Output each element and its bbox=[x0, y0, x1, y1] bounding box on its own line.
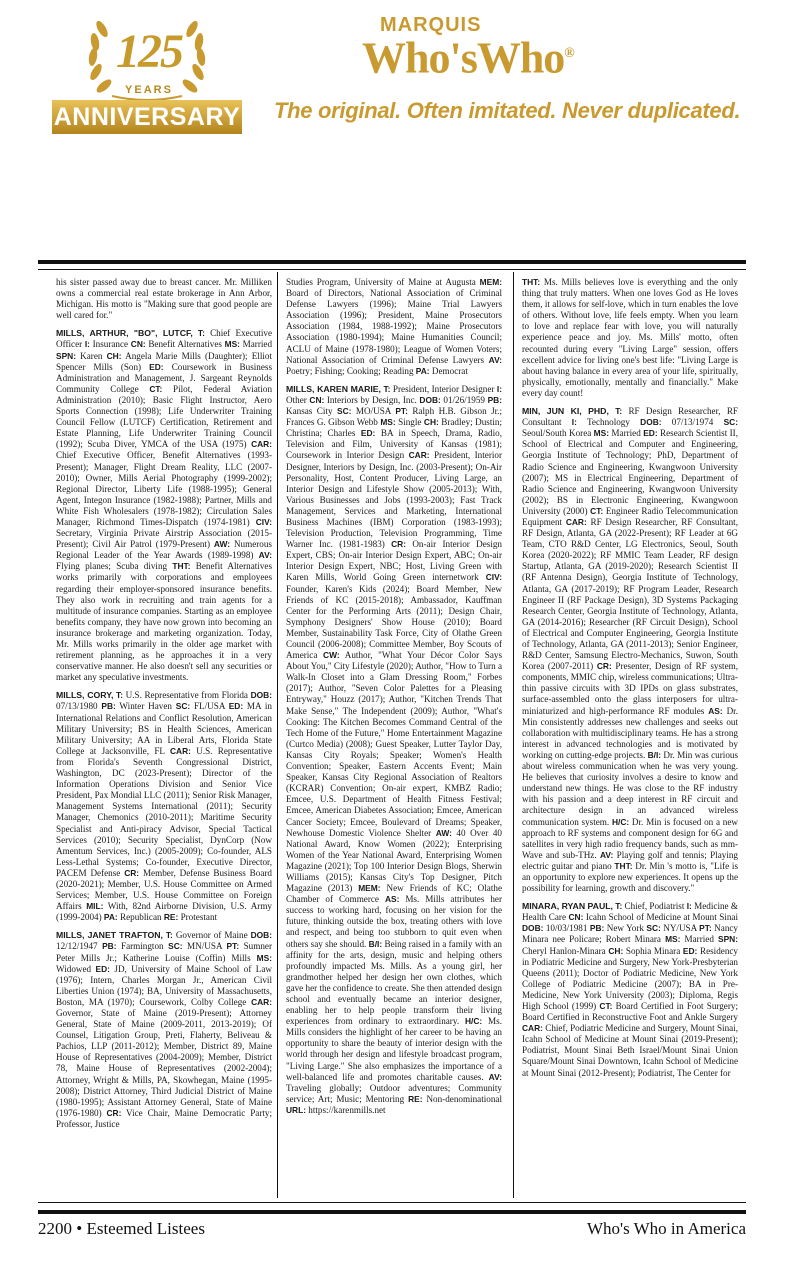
listing-entry: MINARA, RYAN PAUL, T: Chief, Podiatrist I: Medicine & Health Care CN: Icahn School of Medicine at Mount Sinai DOB: 10/03/1981 PB: New York SC: NY/USA PT: Nancy Minara nee Policare; Robert Minara MS: Married SPN: Cheryl Hanlon-Minara CH: Sophia Minara ED: Residency in Podiatric Medicine and Surgery, New York-Presbyterian Queens (2011); Doctor of Podiatric Medicine, New York College of Podiatric Medicine (2007); BA in Pre-Medicine, New York University (2003); Diploma, Regis High School (1999) CT: Board Certified in Foot Surgery; Board Certified in Reconstructive Foot and Ankle Surgery CAR: Chief, Podiatric Medicine and Surgery, Mount Sinai, Icahn School of Medicine at Mount Sinai (2019-Present); Podiatrist, Mount Sinai Beth Israel/Mount Sinai Union Square/Mount Sinai Downtown, Icahn School of Medicine at Mount Sinai (2012-Present); Podiatrist, The Center for bbox=[522, 901, 738, 1078]
listing-entry: MILLS, CORY, T: U.S. Representative from Florida DOB: 07/13/1980 PB: Winter Haven SC: FL/USA ED: MA in International Relations and Conflict Resolution, American Military University; BS in Health Sciences, American Military University; AA in Liberal Arts, Florida State College at Jacksonville, FL CAR: U.S. Representative from Florida's Seventh Congressional District, Washington, DC (2023-Present); Director of the Information Operations Division and Senior Vice President, Pax Mondial LLC (2011); Senior Risk Manager, Management Systems International (2011); Security Manager, Chemonics (2010-2011); Maritime Security Specialist and Anti-piracy Advisor, Special Tactical Services (2010); Security Specialist, DynCorp (Now Amentum Services, Inc.) (2005-2009); Co-founder, ALS Less-Lethal Systems; Co-founder, Executive Director, PACEM Defense CR: Member, Defense Business Board (2020-2021); Member, U.S. House Committee on Armed Services; Member, U.S. House Committee on Foreign Affairs MIL: With, 82nd Airborne Division, U.S. Army (1999-2004) PA: Republican RE: Protestant bbox=[56, 690, 272, 923]
top-rule-thick bbox=[38, 260, 746, 264]
listing-entry: MILLS, JANET TRAFTON, T: Governor of Maine DOB: 12/12/1947 PB: Farmington SC: MN/USA PT: Sumner Peter Mills Jr.; Katherine Louise (Coffin) Mills MS: Widowed ED: JD, University of Maine School of Law (1976); Intern, Charles Morgan Jr., American Civil Liberties Union (1974); BA, University of Massachusetts, Boston, MA (1970); Coursework, Colby College CAR: Governor, State of Maine (2019-Present); Attorney General, State of Maine (2009-2011, 2013-2019); Of Counsel, Litigation Group, Preti, Flaherty, Beliveau & Pachios, LLP (2011-2012); Member, District 89, Maine House of Representatives (2004-2009); Member, District 78, Maine House of Representatives (2002-2004); Attorney, Wright & Mills, PA, Skowhegan, Maine (1995-2008); District Attorney, Third Judicial District of Maine (1980-1995); Assistant Attorney General, State of Maine (1976-1980) CR: Vice Chair, Maine Democratic Party; Professor, Justice bbox=[56, 930, 272, 1129]
text-column-2 bbox=[286, 277, 502, 1201]
brand-marquis: MARQUIS bbox=[380, 14, 482, 36]
bottom-rule-thick bbox=[38, 1210, 746, 1214]
listing-entry: MIN, JUN KI, PHD, T: RF Design Researcher, RF Consultant I: Technology DOB: 07/13/1974 SC: Seoul/South Korea MS: Married ED: Research Scientist II, School of Electrical and Computer and Engineering, Georgia Institute of Technology; PhD, Department of Radio Science and Engineering, Kwangwoon University (2007); MS in Electrical Engineering, Department of Radio Science and Engineering, Kwangwoon University (2002); BS in Electronic Engineering, Kwangwoon University (2000) CT: Engineer Radio Telecommunication Equipment CAR: RF Design Researcher, RF Consultant, RF Design, Atlanta, GA (2022-Present); RF Leader at 6G Team, CTO R&D Center, LG Electronics, Seoul, South Korea (2020-2022); RF MMIC Team Leader, RF design Startup, Atlanta, GA (2019-2020); Research Scientist II (RF Antenna Design), Georgia Institute of Technology, Atlanta, GA (2017-2019); RF Program Leader, Research Engineer II (RF Package Design), 3D Systems Packaging Research Center, Georgia Institute of Technology, Atlanta, GA (2014-2016); Researcher (RF Circuit Design), School of Electrical and Computer Engineering, Georgia Institute of Technology, Atlanta, GA (2011-2013); Senior Engineer, R&D Center, Samsung Electro-Mechanics, Suwon, South Korea (2007-2011) CR: Presenter, Design of RF system, components, MMIC chip, wireless communications; Ultra-thin passive circuits with 3D IPDs on glass substrates, surface-assembled onto the glass interposers for ultra-miniaturized and high-performance RF modules AS: Dr. Min consistently addresses new challenges and seeks out collaboration with multidisciplinary teams. He has a strong interest in advanced technologies and is motivated by working on cutting-edge projects. B/I: Dr. Min was curious about wireless communication when he was very young. He believes that curiosity involves a desire to know and understand new things. He was close to the RF industry with his passion and a deep interest in RF circuit and architecture design in an advanced wireless communication system. H/C: Dr. Min is focused on a new approach to RF systems and component design for 6G and satellites in very high radio frequency bands, such as mm-Wave and sub-THz. AV: Playing golf and tennis; Playing electric guitar and piano THT: Dr. Min 's motto is, "Life is an opportunity to explore new experiences. It opens up the possibility for learning, growth and discovery." bbox=[522, 406, 738, 894]
column-divider bbox=[277, 272, 278, 1198]
badge-number: 125 bbox=[116, 25, 182, 78]
listing-entry: Studies Program, University of Maine at Augusta MEM: Board of Directors, National Association of Criminal Defense Lawyers (1996); Maine Trial Lawyers Association (1996); President, Maine Prosecutors Association (1984, 1988-1992); Maine Prosecutors Association (1980-1994); Maine Humanities Council; ACLU of Maine (1978-1980); League of Women Voters; National Association of Criminal Defense Lawyers AV: Poetry; Fishing; Cooking; Reading PA: Democrat bbox=[286, 277, 502, 376]
brand-tagline: The original. Often imitated. Never duplicated. bbox=[274, 98, 741, 123]
listing-entry: his sister passed away due to breast cancer. Mr. Milliken owns a commercial real estate brokerage in Ann Arbor, Michigan. His motto is "Making sure that good people are well cared for." bbox=[56, 277, 272, 321]
footer-page-label: 2200 • Esteemed Listees bbox=[38, 1219, 205, 1238]
page-header bbox=[0, 0, 786, 150]
listing-entry: MILLS, ARTHUR, "BO", LUTCF, T: Chief Executive Officer I: Insurance CN: Benefit Alternatives MS: Married SPN: Karen CH: Angela Marie Mills (Daughter); Elliot Spencer Mills (Son) ED: Coursework in Business Administration and Management, J. Sargeant Reynolds Community College CT: Pilot, Federal Aviation Administration (2010); Basic Flight Instructor, Aero Sports Connection (1998); Life Underwriter Training Council Fellow (LUTCF) Certification, Retirement and Estate Planning, Life Underwriter Training Council (1992); Scuba Diver, YMCA of the USA (1975) CAR: Chief Executive Officer, Benefit Alternatives (1993-Present); Manager, Flight Dream Reality, LLC (2007-2010); Owner, Mills Aerial Photography (1999-2002); Regional Director, Liberty Life (1988-1995); General Agent, Integon Insurance (1982-1988); Partner, Mills and White Fish Wholesalers (1978-1982); Circulation Sales Manager, Richmond Times-Dispatch (1974-1981) CIV: Secretary, Virginia Private Airstrip Association (2015-Present); Civil Air Patrol (1979-Present) AW: Numerous Regional Leader of the Year Awards (1989-1998) AV: Flying planes; Scuba diving THT: Benefit Alternatives works primarily with corporations and employees regarding their employer-sponsored insurance benefits. They also work in recruiting and train agents for a multitude of insurance companies. Starting as an employee benefits company, they have now grown into becoming an insurance brokerage and marketing organization. Today, Mr. Mills works primarily in the older age market with retirement planning, as he approaches it in a very conservative manner. He also doesn't sell any securities or market any speculative investments. bbox=[56, 328, 272, 683]
badge-anniversary: ANNIVERSARY bbox=[52, 100, 242, 134]
registered-mark: ® bbox=[564, 46, 574, 61]
column-divider bbox=[513, 272, 514, 1198]
brand-whos-who: Who'sWho bbox=[362, 33, 565, 83]
footer-publication: Who's Who in America bbox=[586, 1219, 746, 1238]
anniversary-badge bbox=[52, 8, 242, 146]
brand-logo bbox=[362, 30, 602, 83]
text-column-1 bbox=[56, 277, 272, 1201]
listing-entry: MILLS, KAREN MARIE, T: President, Interior Designer I: Other CN: Interiors by Design, Inc. DOB: 01/26/1959 PB: Kansas City SC: MO/USA PT: Ralph H.B. Gibson Jr.; Frances G. Gibson Webb MS: Single CH: Bradley; Dustin; Christina; Charles ED: BA in Speech, Drama, Radio, Television and Film, University of Kansas (1981); Coursework in Interior Design CAR: President, Interior Designer, Interiors by Design, Inc. (2003-Present); On-Air Personality, Host, Content Producer, Living Large, an Interior Design and Lifestyle Show (2005-2013); With, Various Businesses and Jobs (1993-2003); Fast Track Management, Services and Marketing, International Business Machines (IBM) Corporation (1983-1993); Television Production, Television Programming, Time Warner Inc. (1981-1983) CR: On-air Interior Design Expert, CBS; On-air Interior Design Expert, ABC; On-air Interior Design Expert, NBC; Host, Living Green with Karen Mills, World Going Green internetwork CIV: Founder, Karen's Kids (2024); Board Member, New Friends of KC (2015-2018); Ambassador, Kauffman Center for the Performing Arts (2011); Design Chair, Symphony Designers' Show House (2010); Board Member, Sustainability Task Force, City of Olathe Green Council (2006-2008); Committee Member, Boy Scouts of America CW: Author, "What Your Décor Color Says About You," City Lifestyle (2020); Author, "How to Turn a Walk-In Closet into a Glam Dressing Room," Forbes (2017); Author, "Seven Color Palettes for a Pleasing Entryway," Houzz (2017); Author, "Kitchen Trends That Make Sense," The Independent (2009); Author, "What's Cooking: The Kitchen Becomes Command Central of the Tech Home of the Future," Home Entertainment Magazine (Curtco Media) (2008); Guest Speaker, Lutter Taylor Day, Kansas City Royals; Speaker; Women's Health Convention; Speaker, Eastern Accents Event; Main Speaker, Kansas City Regional Association of Realtors (KCRAR) Convention; On-air expert, KMBZ Radio; Emcee, U.S. Department of Health Fitness Festival; Emcee, American Diabetes Association; Emcee, American Cancer Society; Emcee, Boulevard of Dreams; Speaker, Newhouse Domestic Violence Shelter AW: 40 Over 40 National Award, Know Women (2022); Enterprising Women of the Year National Award, Enterprising Women Magazine (2021); Top 100 Interior Design Blogs, Sherwin Williams (2015); Kansas City's Top Designer, Pitch Magazine (2013) MEM: New Friends of KC; Olathe Chamber of Commerce AS: Ms. Mills attributes her success to working hard, focusing on her vision for the future, thinking outside the box, treating others with love and respect, and being too stubborn to quit even when others say she should. B/I: Being raised in a family with an affinity for the arts, design, music and helping others profoundly impacted Ms. Mills. As a young girl, her grandmother helped her design her own clothes, which gave her the confidence to create. She then attended design school and eventually became an interior designer, enabling her to help people transform their living experiences from ordinary to extraordinary. H/C: Ms. Mills considers the highlight of her career to be having an opportunity to share the beauty of interior design with the world through her design and lifestyle broadcast program, "Living Large." She also emphasizes the importance of a well-balanced life and promotes charitable causes. AV: Traveling globally; Outdoor adventures; Community service; Art; Music; Mentoring RE: Non-denominational URL: https://karenmills.net bbox=[286, 383, 502, 1115]
listing-entry: THT: Ms. Mills believes love is everything and the only thing that truly matters. When one loves God as He loves them, it allows for self-love, which in turn enables the love of others. Without love, life feels empty. When you learn to love and replace fear with love, you will naturally experience peace and joy. Ms. Mills' motto, often recounted during every "Living Large" session, offers excellent advice for living one's best life: "Living Large is about having balance in every area of your life, spiritually, physically, emotionally, mentally and financially." Make every day count! bbox=[522, 277, 738, 398]
badge-years: YEARS bbox=[125, 84, 173, 96]
bottom-rule-thin bbox=[38, 1202, 746, 1203]
top-rule-thin bbox=[38, 269, 746, 270]
text-column-3 bbox=[522, 277, 738, 1201]
